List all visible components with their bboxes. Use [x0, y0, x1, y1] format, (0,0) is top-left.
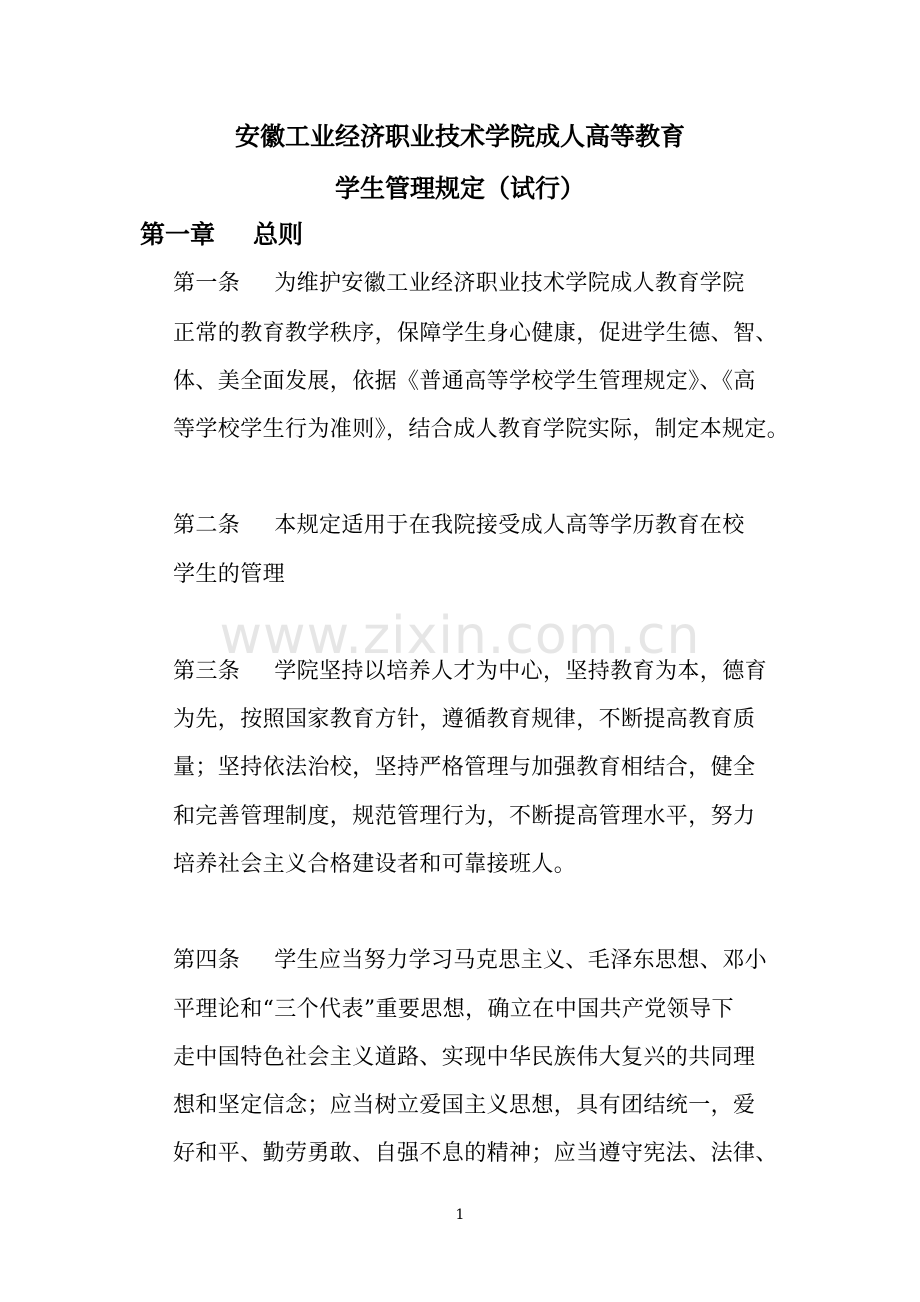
document-title-line1: 安徽工业经济职业技术学院成人高等教育	[234, 122, 685, 151]
article-3-line: 培养社会主义合格建设者和可靠接班人。	[173, 852, 577, 877]
article-3-line: 为先，按照国家教育方针，遵循教育规律，不断提高教育质	[173, 707, 756, 732]
chapter-label: 第一章	[140, 220, 216, 249]
article-3-label: 第三条	[173, 659, 241, 684]
article-1-text: 为维护安徽工业经济职业技术学院成人教育学院	[274, 271, 745, 296]
article-1-label: 第一条	[173, 271, 241, 296]
page-number: 1	[455, 1207, 465, 1223]
chapter-name: 总则	[253, 220, 304, 249]
article-3-line: 量；坚持依法治校，坚持严格管理与加强教育相结合，健全	[173, 755, 756, 780]
article-3-text: 学院坚持以培养人才为中心，坚持教育为本，德育	[274, 659, 768, 684]
article-3-first-line	[173, 654, 767, 685]
article-4-line: 好和平、勤劳勇敢、自强不息的精神；应当遵守宪法、法律、	[173, 1141, 778, 1166]
article-2-text: 本规定适用于在我院接受成人高等学历教育在校	[274, 513, 745, 538]
article-4-text: 学生应当努力学习马克思主义、毛泽东思想、邓小	[274, 948, 768, 973]
article-1-line: 正常的教育教学秩序，保障学生身心健康，促进学生德、智、	[173, 321, 778, 346]
article-1-line: 体、美全面发展，依据《普通高等学校学生管理规定》、《高	[173, 369, 756, 394]
article-4-line: 走中国特色社会主义道路、实现中华民族伟大复兴的共同理	[173, 1045, 756, 1070]
article-4-label: 第四条	[173, 948, 241, 973]
article-1-line: 等学校学生行为准则》，结合成人教育学院实际，制定本规定。	[173, 417, 790, 442]
watermark: www.zixin.com.cn	[219, 606, 701, 666]
article-4-line: 平理论和“三个代表”重要思想，确立在中国共产党领导下	[173, 997, 734, 1022]
chapter-heading	[140, 215, 303, 251]
document-title-line2: 学生管理规定（试行）	[334, 174, 585, 203]
article-2-line: 学生的管理	[173, 562, 286, 587]
article-4-first-line	[173, 943, 767, 974]
article-4-line: 想和坚定信念；应当树立爱国主义思想，具有团结统一，爱	[173, 1093, 756, 1118]
article-2-first-line	[173, 508, 745, 539]
article-3-line: 和完善管理制度，规范管理行为，不断提高管理水平，努力	[173, 804, 756, 829]
article-2-label: 第二条	[173, 513, 241, 538]
article-1-first-line	[173, 266, 745, 297]
